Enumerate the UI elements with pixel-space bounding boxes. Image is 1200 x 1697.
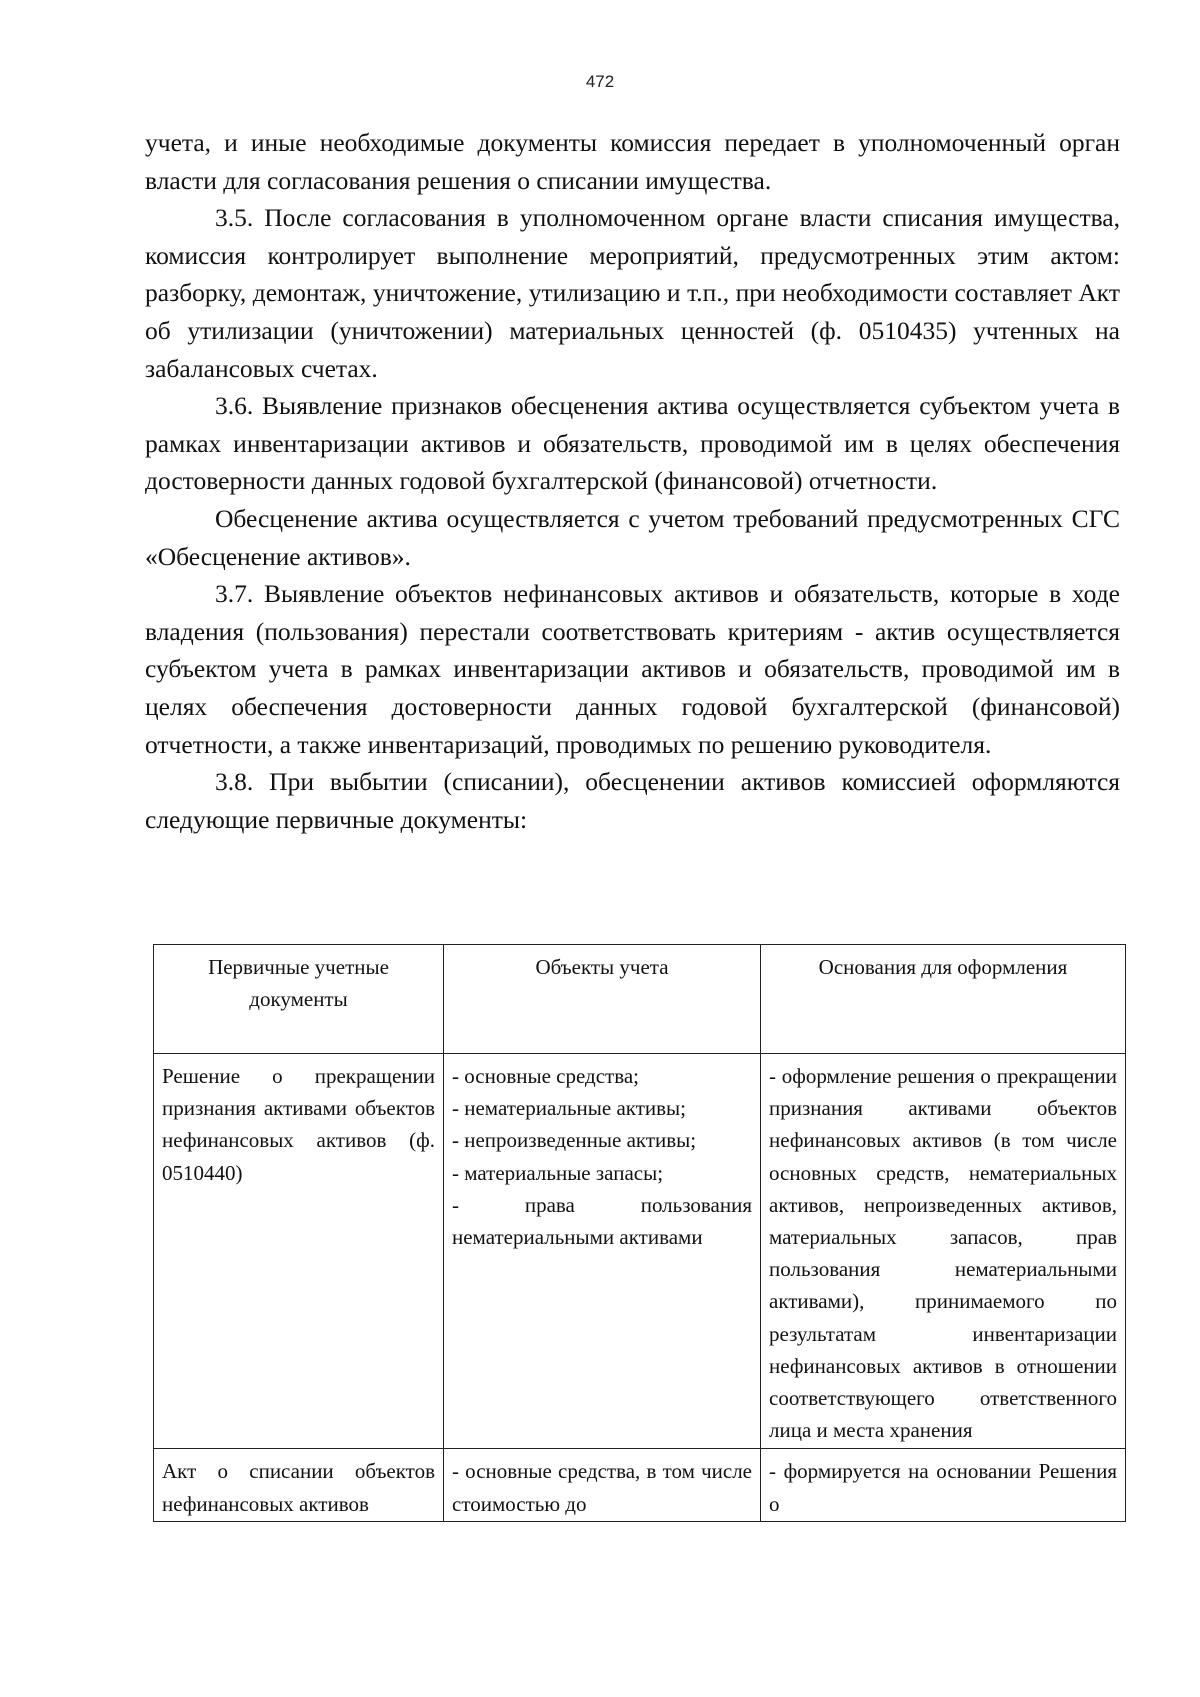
header-basis: Основания для оформления — [761, 945, 1126, 1054]
paragraph-3-5: 3.5. После согласования в уполномоченном органе власти списания имущества, комиссия контролирует выполнение мероприятий, предусмотренных этим актом: разборку, демонтаж, уничтожение, утилизацию и т.п., при необходимости составляет Акт об утилизации (уничтожении) материальных ценностей (ф. 0510435) учтенных на забалансовых счетах. — [145, 203, 1120, 383]
document-body — [145, 124, 1120, 838]
cell-basis-text: - формируется на основании Решения о — [769, 1459, 1117, 1516]
paragraph-continuation: учета, и иные необходимые документы комиссия передает в уполномоченный орган власти для согласования решения о списании имущества. — [145, 128, 1120, 195]
object-item: - непроизведенные активы; — [452, 1128, 697, 1153]
cell-document — [154, 1449, 444, 1522]
table-row — [154, 1054, 1126, 1449]
cell-basis: - оформление решения о прекращении признания активами объектов нефинансовых активов (в том числе основных средств, нематериальных активов, непроизведенных активов, материальных запасов, прав пользования нематериальными активами), принимаемого по результатам инвентаризации нефинансовых активов в отношении соответствующего ответственного лица и места хранения — [761, 1054, 1126, 1449]
paragraph-impairment: Обесценение актива осуществляется с учетом требований предусмотренных СГС «Обесценение активов». — [145, 503, 1120, 571]
paragraph-3-8: 3.8. При выбытии (списании), обесценении активов комиссией оформляются следующие первичные документы: — [145, 767, 1120, 834]
object-item: - нематериальные активы; — [452, 1096, 686, 1121]
cell-basis — [761, 1449, 1126, 1522]
paragraph-3-6: 3.6. Выявление признаков обесценения актива осуществляется субъектом учета в рамках инвентаризации активов и обязательств, проводимой им в целях обеспечения достоверности данных годовой бухгалтерской (финансовой) отчетности. — [145, 391, 1120, 496]
page-number: 472 — [585, 72, 615, 91]
object-item: - материальные запасы; — [452, 1160, 664, 1185]
object-item: - основные средства, в том числе стоимостью до — [452, 1459, 752, 1516]
cell-document-text: Акт о списании объектов нефинансовых активов — [162, 1459, 435, 1516]
cell-objects — [444, 1449, 761, 1522]
paragraph-3-7: 3.7. Выявление объектов нефинансовых активов и обязательств, которые в ходе владения (пользования) перестали соответствовать критериям - актив осуществляется субъектом учета в рамках инвентаризации активов и обязательств, проводимой им в целях обеспечения достоверности данных годовой бухгалтерской (финансовой) отчетности, а также инвентаризаций, проводимых по решению руководителя. — [145, 579, 1120, 759]
primary-documents-table — [153, 944, 1126, 1522]
header-primary-documents: Первичные учетные документы — [154, 945, 444, 1054]
object-item: - права пользования нематериальными активами — [452, 1192, 752, 1250]
object-item: - основные средства; — [452, 1064, 640, 1088]
header-accounting-objects: Объекты учета — [444, 945, 761, 1054]
table-row — [154, 1449, 1126, 1522]
cell-objects — [444, 1054, 761, 1449]
table-header-row — [154, 945, 1126, 1054]
cell-document: Решение о прекращении признания активами объектов нефинансовых активов (ф. 0510440) — [154, 1054, 444, 1449]
